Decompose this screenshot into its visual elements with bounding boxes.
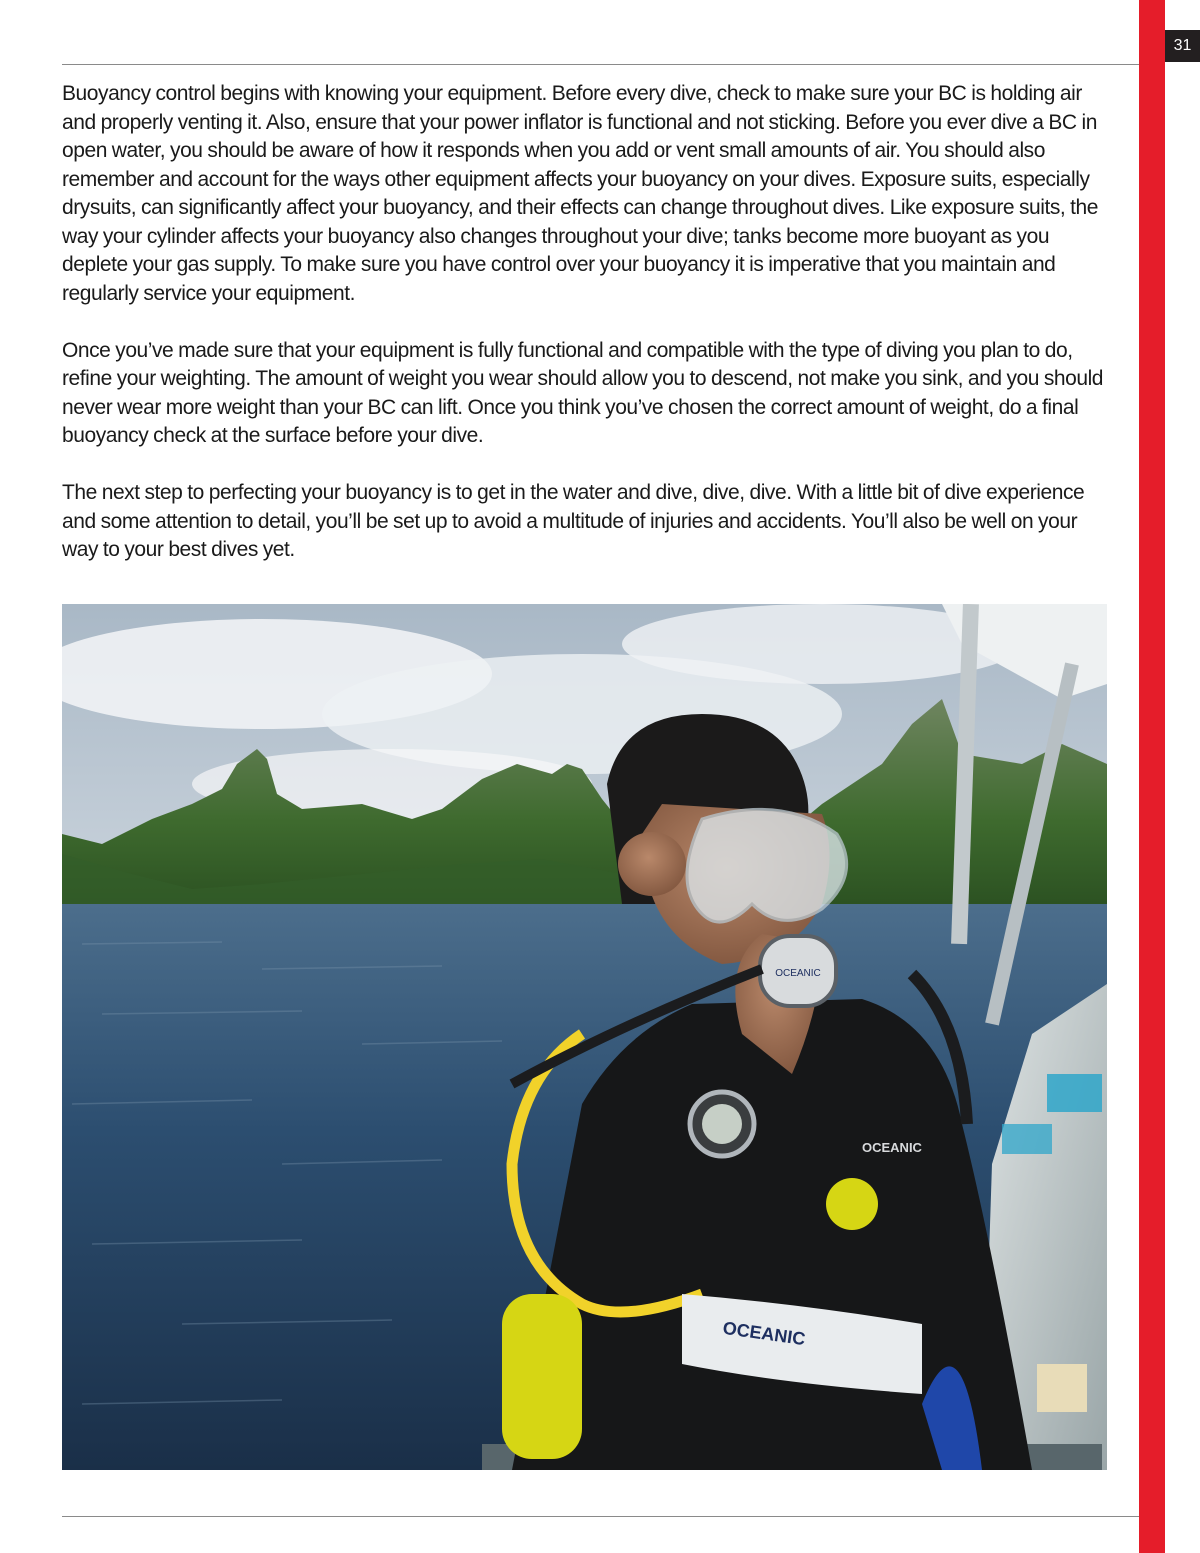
header-rule xyxy=(62,64,1139,65)
accent-side-bar xyxy=(1139,0,1165,1553)
page-number xyxy=(1165,30,1200,62)
page-number-label: 31 xyxy=(1173,37,1192,54)
diver-on-boat-photo xyxy=(62,604,1107,1470)
regulator-brand-text: OCEANIC xyxy=(775,968,821,979)
paragraph-practice: The next step to perfecting your buoyancy is to get in the water and dive, dive, dive. With a little bit of dive experience and some attention to detail, you’ll be set up to avoid a multitude of injuries and accidents. You’ll also be well on your way to your best dives yet. xyxy=(62,481,1085,561)
footer-rule xyxy=(62,1516,1139,1517)
paragraph-equipment: Buoyancy control begins with knowing your equipment. Before every dive, check to make sure your BC is holding air and properly venting it. Also, ensure that your power inflator is functional and not sticking. Before you ever dive a BC in open water, you should be aware of how it responds when you add or vent small amounts of air. You should also remember and account for the ways other equipment affects your buoyancy on your dives. Exposure suits, especially drysuits, can significantly affect your buoyancy, and their effects can change throughout dives. Like exposure suits, the way your cylinder affects your buoyancy also changes throughout your dive; tanks become more buoyant as you deplete your gas supply. To make sure you have control over your buoyancy it is imperative that you maintain and regularly service your equipment. xyxy=(62,82,1099,305)
body-text xyxy=(62,80,1112,593)
paragraph-weighting: Once you’ve made sure that your equipment is fully functional and compatible with the type of diving you plan to do, refine your weighting. The amount of weight you wear should allow you to descend, not make you sink, and you should never wear more weight than your BC can lift. Once you think you’ve chosen the correct amount of weight, do a final buoyancy check at the surface before your dive. xyxy=(62,338,1104,447)
wetsuit-brand-text: OCEANIC xyxy=(862,1140,922,1155)
bc-brand-text: OCEANIC xyxy=(721,1317,807,1350)
